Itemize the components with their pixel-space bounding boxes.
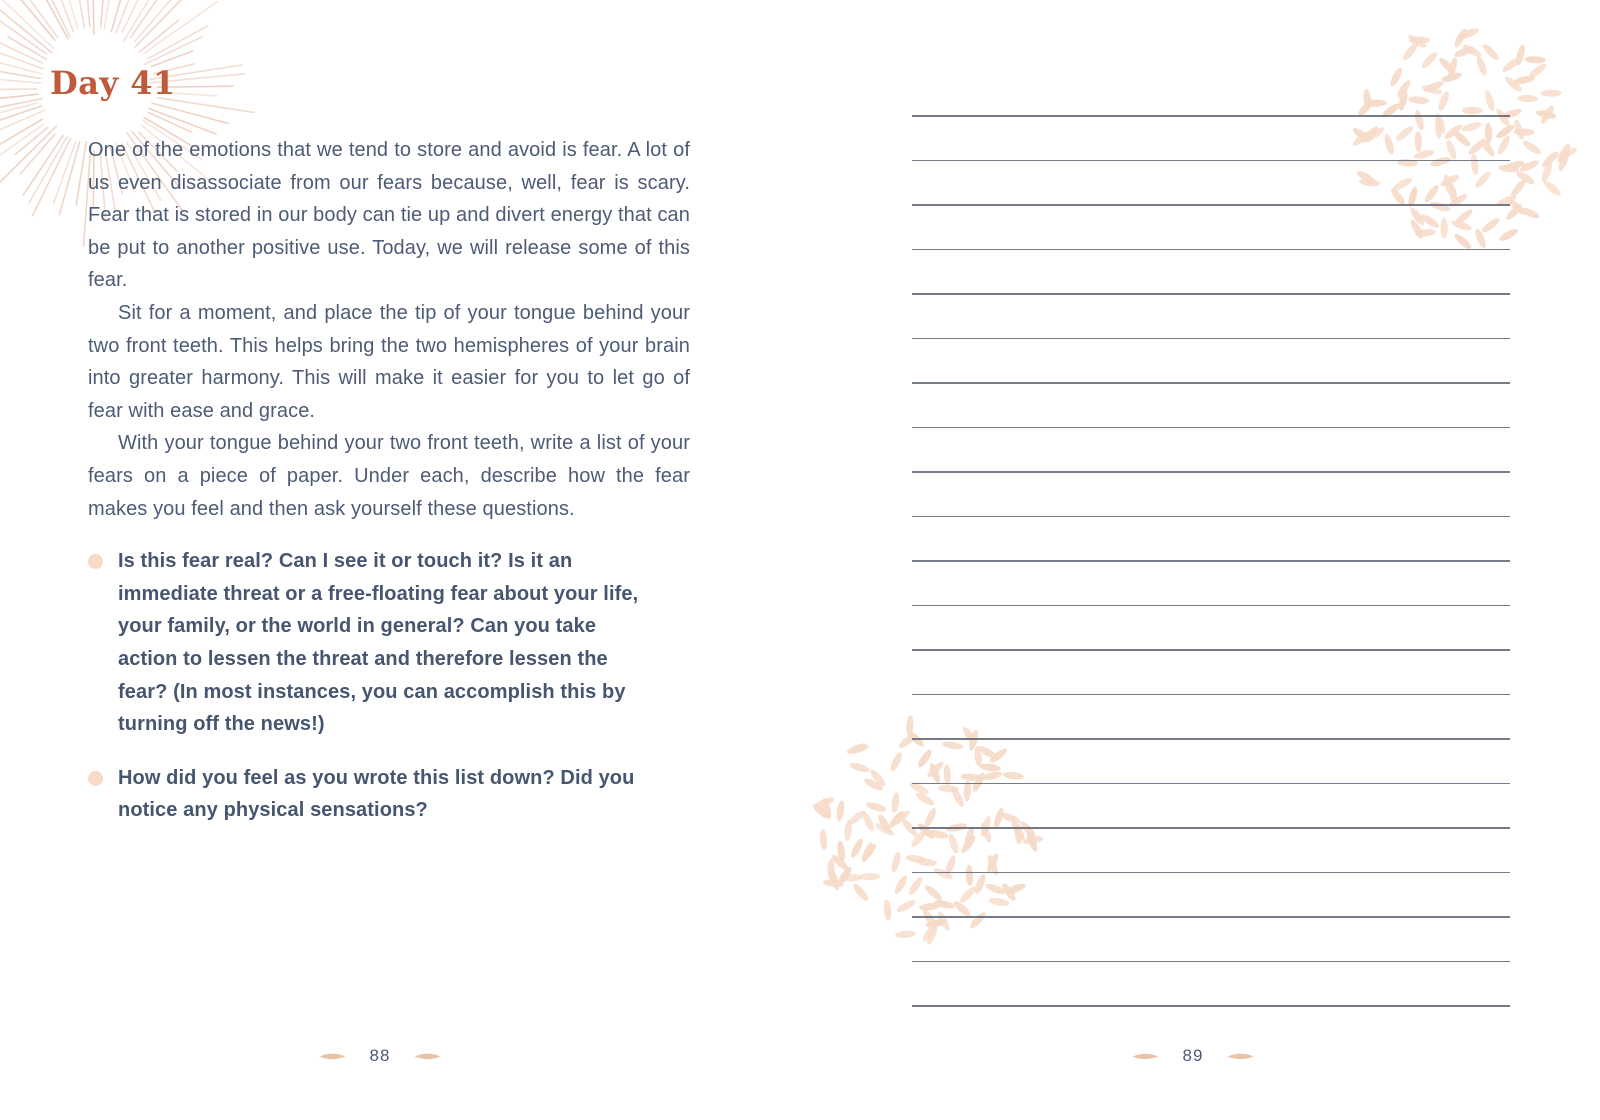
prompt-item: [88, 545, 658, 741]
journal-line: [912, 160, 1510, 162]
paragraph-2: Sit for a moment, and place the tip of your tongue behind your two front teeth. This helps bring the two hemispheres of your brain into greater harmony. This will make it easier for you to let go of fear with ease and grace.: [88, 301, 690, 422]
leaf-icon: [414, 1052, 441, 1061]
prompt-text: Is this fear real? Can I see it or touch it? Is it an immediate threat or a free-floating fear about your life, your family, or the world in general? Can you take action to lessen the threat and therefore lessen the fear? (In most instances, you can accomplish this by turning off the news!): [118, 550, 639, 736]
journal-line: [912, 338, 1510, 340]
page-number-right: 89: [1182, 1046, 1204, 1065]
leaf-icon: [319, 1052, 346, 1061]
prompt-list: [88, 545, 690, 827]
leaf-icon: [1227, 1052, 1254, 1061]
page-footer-left: [305, 1044, 455, 1068]
journal-lines: [912, 115, 1510, 1010]
journal-line: [912, 1005, 1510, 1007]
bullet-dot-icon: [88, 771, 103, 786]
journal-line: [912, 249, 1510, 251]
journal-line: [912, 382, 1510, 384]
journal-line: [912, 293, 1510, 295]
journal-line: [912, 694, 1510, 696]
journal-line: [912, 961, 1510, 963]
day-heading: Day 41: [50, 64, 176, 102]
journal-line: [912, 827, 1510, 829]
page-number-left: 88: [369, 1046, 391, 1065]
paragraph-1: One of the emotions that we tend to store and avoid is fear. A lot of us even disassociate from our fears because, well, fear is scary. Fear that is stored in our body can tie up and divert energy that can be put to another positive use. Today, we will release some of this fear.: [88, 139, 690, 292]
bullet-dot-icon: [88, 554, 103, 569]
journal-line: [912, 204, 1510, 206]
journal-line: [912, 872, 1510, 874]
journal-line: [912, 738, 1510, 740]
page-footer-right: [1118, 1044, 1268, 1068]
journal-line: [912, 605, 1510, 607]
journal-line: [912, 471, 1510, 473]
journal-line: [912, 649, 1510, 651]
journal-line: [912, 916, 1510, 918]
journal-line: [912, 516, 1510, 518]
journal-line: [912, 115, 1510, 117]
journal-line: [912, 427, 1510, 429]
leaf-icon: [1132, 1052, 1159, 1061]
body-text: [88, 134, 690, 848]
journal-line: [912, 783, 1510, 785]
prompt-text: How did you feel as you wrote this list down? Did you notice any physical sensations?: [118, 766, 635, 822]
journal-line: [912, 560, 1510, 562]
paragraph-3: With your tongue behind your two front teeth, write a list of your fears on a piece of paper. Under each, describe how the fear makes you feel and then ask yourself these questions.: [88, 432, 690, 520]
prompt-item: [88, 762, 658, 827]
